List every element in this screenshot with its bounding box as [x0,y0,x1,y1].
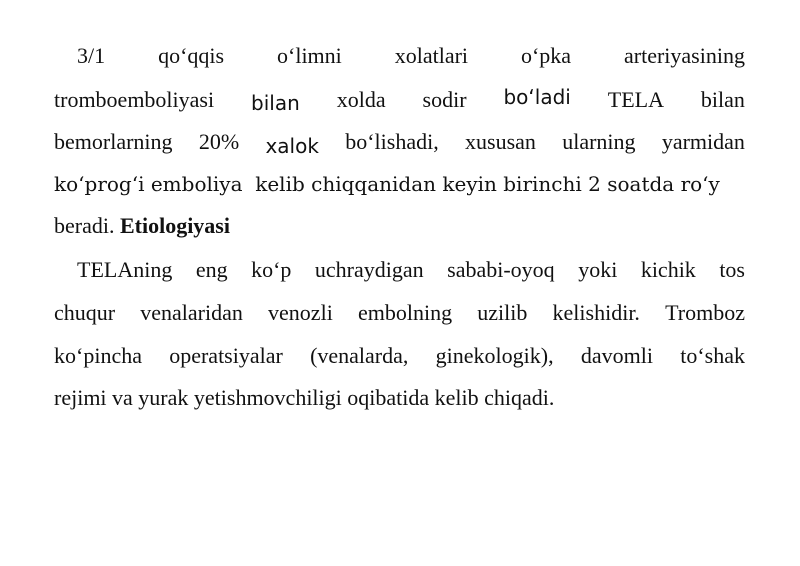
paragraph-1-line-3 [54,127,745,157]
word: TELAning [77,257,173,282]
word: (venalarda, [310,343,409,368]
word: xususan [465,129,536,154]
word: tos [719,257,745,282]
word-inserted: bo‘ladi [503,85,571,109]
paragraph-2-line-2 [54,298,745,328]
line-text: beradi. [54,213,115,238]
word: arteriyasining [624,43,745,68]
word: davomli [580,343,653,368]
paragraph-2-line-4: rejimi va yurak yetishmovchiligi oqibatida kelib chiqadi. [54,385,555,410]
paragraph-2-line-3 [54,341,745,371]
word: Tromboz [665,300,745,325]
word: uchraydigan [314,257,424,282]
word: o‘pka [520,43,572,68]
word: sababi-oyoq [447,257,555,282]
word: bemorlarning [54,129,173,154]
word: 3/1 [77,43,106,68]
word: venalaridan [140,300,243,325]
word: chuqur [54,300,116,325]
word: embolning [357,300,453,325]
word: yoki [578,257,618,282]
word: eng [195,257,228,282]
paragraph-2-line-1 [77,255,745,285]
word: ginekologik), [435,343,554,368]
word-inserted: xalok [265,134,319,158]
word: xolda [336,87,386,112]
word: tromboemboliyasi [54,87,215,112]
word: to‘shak [680,343,745,368]
word: kichik [640,257,696,282]
word: venozli [268,300,333,325]
word: yarmidan [661,129,745,154]
word-inserted: bilan [251,91,300,115]
word: bo‘lishadi, [345,129,439,154]
paragraph-1-line-1 [77,41,745,71]
section-heading: Etiologiyasi [119,213,230,238]
paragraph-1-line-4: ko‘prog‘i emboliya kelib chiqqanidan keyin birinchi 2 soatda ro‘y [54,172,720,196]
word: operatsiyalar [169,343,283,368]
word: sodir [422,87,467,112]
word: bilan [700,87,745,112]
word: ko‘p [251,257,292,282]
word: uzilib [477,300,528,325]
word: TELA [607,87,664,112]
word: ko‘pincha [54,343,142,368]
word: xolatlari [394,43,469,68]
word: ularning [562,129,636,154]
word: o‘limni [277,43,342,68]
paragraph-1-line-2 [54,85,745,115]
paragraph-1-line-5 [54,211,745,241]
word: 20% [198,129,240,154]
word: kelishidir. [552,300,640,325]
word: qo‘qqis [158,43,225,68]
